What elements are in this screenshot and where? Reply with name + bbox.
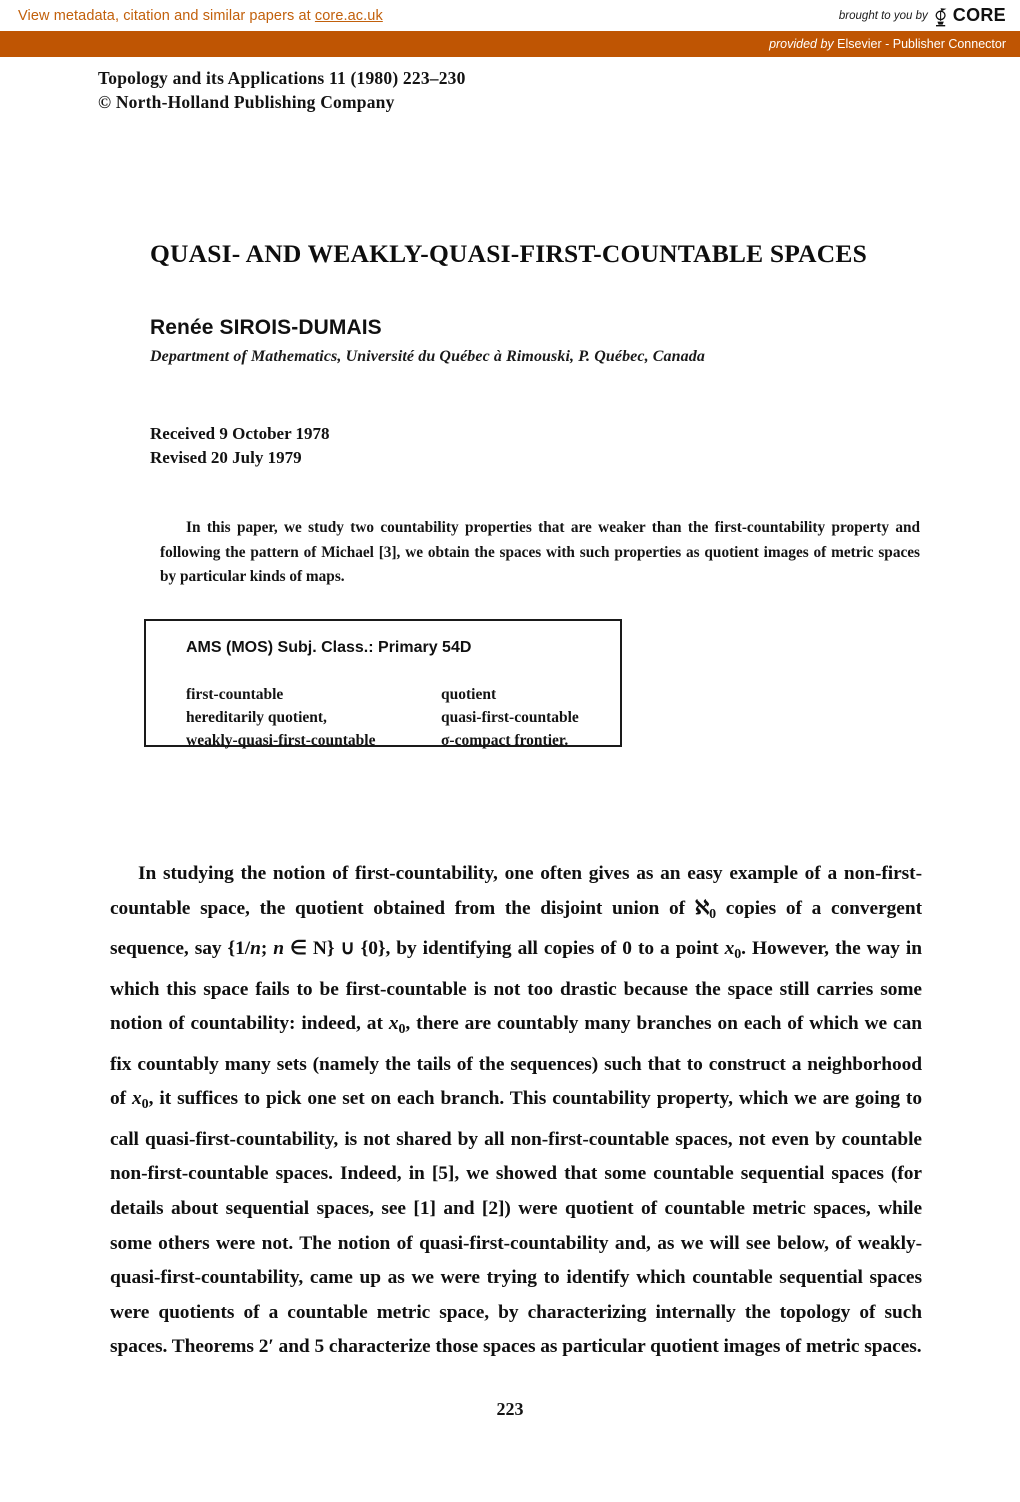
provided-by-publisher: Elsevier - Publisher Connector <box>837 37 1006 51</box>
ams-classification-heading: AMS (MOS) Subj. Class.: Primary 54D <box>186 639 472 656</box>
journal-header <box>98 66 466 114</box>
ams-keyword: first-countable <box>186 686 284 703</box>
core-logo-icon <box>932 7 949 27</box>
ams-keyword: σ-compact frontier. <box>441 732 569 749</box>
elsevier-provided-by-band <box>0 31 1020 57</box>
ams-keyword: weakly-quasi-first-countable <box>186 732 376 749</box>
abstract-text: In this paper, we study two countability properties that are weaker than the first-countability property and following the pattern of Michael [3], we obtain the spaces with such properties as quotient images of metric spaces by particular kinds of maps. <box>160 519 920 585</box>
received-date: Received 9 October 1978 <box>150 424 330 443</box>
core-branding <box>839 5 1006 26</box>
core-wordmark: CORE <box>952 5 1006 25</box>
ams-keyword-columns <box>186 683 606 752</box>
journal-publisher-line: © North-Holland Publishing Company <box>98 92 395 112</box>
page-title: QUASI- AND WEAKLY-QUASI-FIRST-COUNTABLE SPACES <box>150 239 867 269</box>
brought-to-you-by-label: brought to you by <box>838 9 928 22</box>
author-affiliation: Department of Mathematics, Université du Québec à Rimouski, P. Québec, Canada <box>150 348 705 365</box>
submission-dates <box>150 422 330 470</box>
ams-keyword: hereditarily quotient, <box>186 709 327 726</box>
core-url-link[interactable]: core.ac.uk <box>314 7 383 24</box>
ams-keywords-left-column <box>186 683 441 752</box>
ams-keyword: quasi-first-countable <box>441 709 579 726</box>
core-metadata-link[interactable] <box>18 8 383 24</box>
body-paragraph: In studying the notion of first-countability, one often gives as an easy example of a non-first-countable space, the quotient obtained from the disjoint union of ℵ$_0$ copies of a convergent sequence, say {1/n; n ∈ N} ∪ {0}, by identifying all copies of 0 to a point $x_0$. However, the way in which this space fails to be first-countable is not too drastic because the space still carries some notion of countability: indeed, at $x_0$, there are countably many branches on each of which we can fix countably many sets (namely the tails of the sequences) such that to construct a neighborhood of $x_0$, it suffices to pick one set on each branch. This countability property, which we are going to call quasi-first-countability, is not shared by all non-first-countable spaces, not even by countable non-first-countable spaces. Indeed, in [5], we showed that some countable sequential spaces (for details about sequential spaces, see [1] and [2]) were quotient of countable metric spaces, while some others were not. The notion of quasi-first-countability and, as we will see below, of weakly-quasi-first-countability, came up as we were trying to identify which countable sequential spaces were quotients of a countable metric space, by characterizing internally the topology of such spaces. Theorems 2′ and 5 characterize those spaces as particular quotient images of metric spaces. <box>110 863 923 1358</box>
author-name: Renée SIROIS-DUMAIS <box>150 316 382 339</box>
provided-by-prefix: provided by <box>769 37 838 51</box>
ams-keywords-right-column <box>441 683 579 752</box>
provided-by-text <box>769 37 1006 51</box>
revised-date: Revised 20 July 1979 <box>150 448 302 467</box>
core-metadata-bar <box>0 0 1020 31</box>
core-metadata-label: View metadata, citation and similar papers at <box>18 7 315 24</box>
ams-classification-box <box>144 619 622 747</box>
page-number: 223 <box>496 1399 524 1419</box>
journal-citation-line: Topology and its Applications 11 (1980) 223–230 <box>98 68 466 88</box>
ams-keyword: quotient <box>441 686 497 703</box>
document-page <box>0 57 1020 1502</box>
